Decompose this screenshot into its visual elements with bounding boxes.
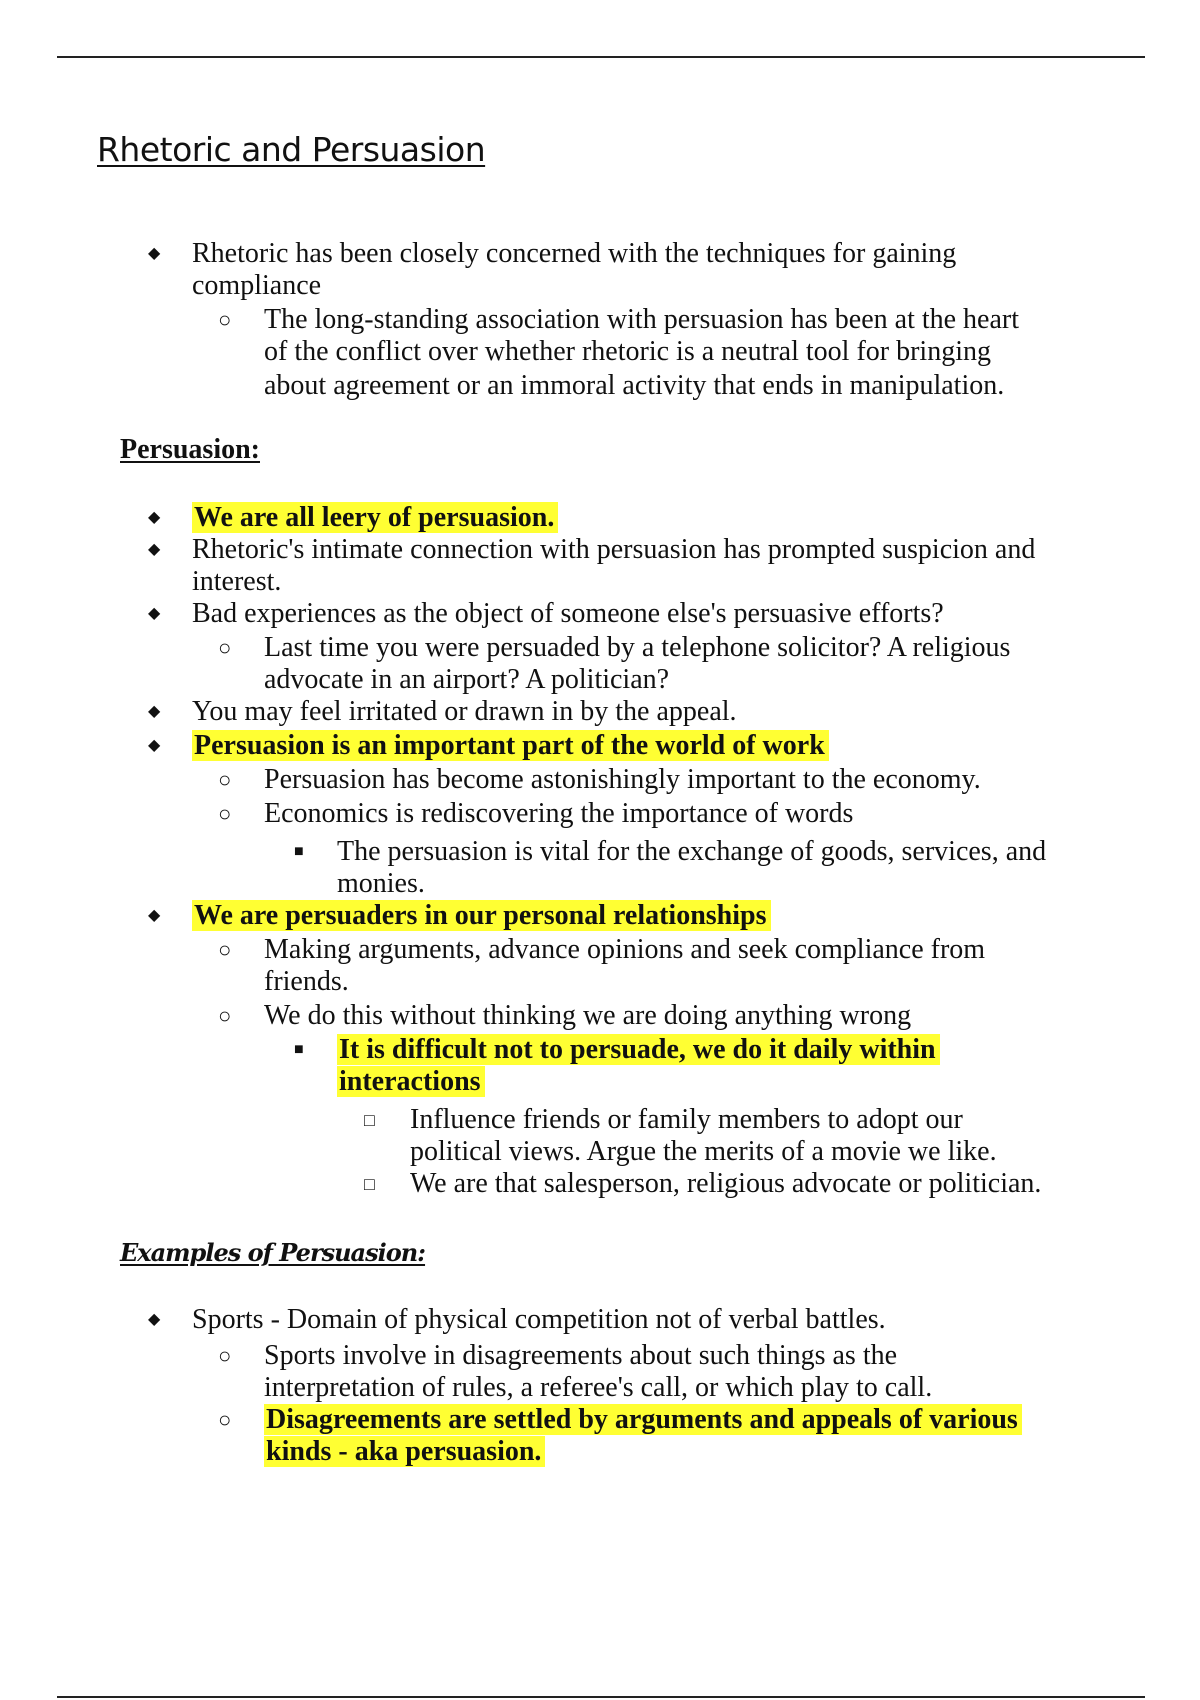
sub-sub-list-item-cont: monies. [337, 868, 425, 899]
sub-list-item-cont: friends. [264, 966, 349, 997]
sub-list-item: Economics is rediscovering the importance of words [264, 798, 854, 829]
circle-bullet-icon: ○ [218, 635, 232, 660]
list-item-cont: compliance [192, 270, 322, 301]
sub-list-item-cont: of the conflict over whether rhetoric is a neutral tool for bringing [264, 336, 991, 367]
list-item: Sports - Domain of physical competition not of verbal battles. [192, 1304, 886, 1335]
circle-bullet-icon: ○ [218, 801, 232, 826]
sub-list-item-cont [264, 1436, 545, 1468]
deep-list-item-cont: political views. Argue the merits of a movie we like. [410, 1136, 997, 1167]
sub-list-item: The long-standing association with persuasion has been at the heart [264, 304, 1020, 335]
circle-bullet-icon: ○ [218, 1343, 232, 1368]
list-item-cont: interest. [192, 566, 282, 597]
page-title: Rhetoric and Persuasion [97, 130, 486, 169]
sub-sub-list-item-cont [337, 1066, 485, 1098]
diamond-bullet-icon: ◆ [148, 1311, 161, 1328]
bottom-rule [57, 1696, 1145, 1698]
section-heading-examples: Examples of Persuasion: [120, 1238, 426, 1267]
top-rule [57, 56, 1145, 58]
list-item [192, 730, 829, 762]
sub-list-item: Last time you were persuaded by a telephone solicitor? A religious [264, 632, 1011, 663]
list-item [192, 900, 771, 932]
list-item: Rhetoric's intimate connection with persuasion has prompted suspicion and [192, 534, 1036, 565]
list-item: You may feel irritated or drawn in by the appeal. [192, 696, 737, 727]
diamond-bullet-icon: ◆ [148, 737, 161, 754]
circle-bullet-icon: ○ [218, 307, 232, 332]
deep-list-item: Influence friends or family members to adopt our [410, 1104, 963, 1135]
sub-list-item-cont: advocate in an airport? A politician? [264, 664, 670, 695]
section-heading-persuasion: Persuasion: [120, 434, 260, 465]
circle-bullet-icon: ○ [218, 1407, 232, 1432]
square-bullet-icon: ■ [294, 1041, 304, 1058]
square-bullet-icon: ■ [294, 843, 304, 860]
diamond-bullet-icon: ◆ [148, 245, 161, 262]
highlight: We are all leery of persuasion. [192, 502, 558, 533]
sub-list-item-cont: about agreement or an immoral activity that ends in manipulation. [264, 370, 1005, 401]
list-item: Rhetoric has been closely concerned with the techniques for gaining [192, 238, 957, 269]
diamond-bullet-icon: ◆ [148, 907, 161, 924]
sub-list-item: Making arguments, advance opinions and seek compliance from [264, 934, 986, 965]
highlight: interactions [337, 1066, 485, 1097]
hollow-square-bullet-icon: □ [364, 1174, 375, 1194]
sub-sub-list-item: The persuasion is vital for the exchange of goods, services, and [337, 836, 1047, 867]
circle-bullet-icon: ○ [218, 1003, 232, 1028]
deep-list-item: We are that salesperson, religious advocate or politician. [410, 1168, 1042, 1199]
highlight: We are persuaders in our personal relationships [192, 900, 771, 931]
diamond-bullet-icon: ◆ [148, 605, 161, 622]
highlight: Persuasion is an important part of the world of work [192, 730, 829, 761]
sub-list-item: Persuasion has become astonishingly important to the economy. [264, 764, 981, 795]
sub-list-item [264, 1404, 1022, 1436]
sub-list-item: Sports involve in disagreements about such things as the [264, 1340, 898, 1371]
highlight: It is difficult not to persuade, we do it daily within [337, 1034, 940, 1065]
diamond-bullet-icon: ◆ [148, 703, 161, 720]
circle-bullet-icon: ○ [218, 937, 232, 962]
hollow-square-bullet-icon: □ [364, 1110, 375, 1130]
circle-bullet-icon: ○ [218, 767, 232, 792]
sub-sub-list-item [337, 1034, 940, 1066]
highlight: Disagreements are settled by arguments and appeals of various [264, 1404, 1022, 1435]
highlight: kinds - aka persuasion. [264, 1436, 545, 1467]
diamond-bullet-icon: ◆ [148, 509, 161, 526]
sub-list-item: We do this without thinking we are doing anything wrong [264, 1000, 912, 1031]
list-item: Bad experiences as the object of someone else's persuasive efforts? [192, 598, 944, 629]
list-item [192, 502, 558, 534]
diamond-bullet-icon: ◆ [148, 541, 161, 558]
sub-list-item-cont: interpretation of rules, a referee's call, or which play to call. [264, 1372, 933, 1403]
